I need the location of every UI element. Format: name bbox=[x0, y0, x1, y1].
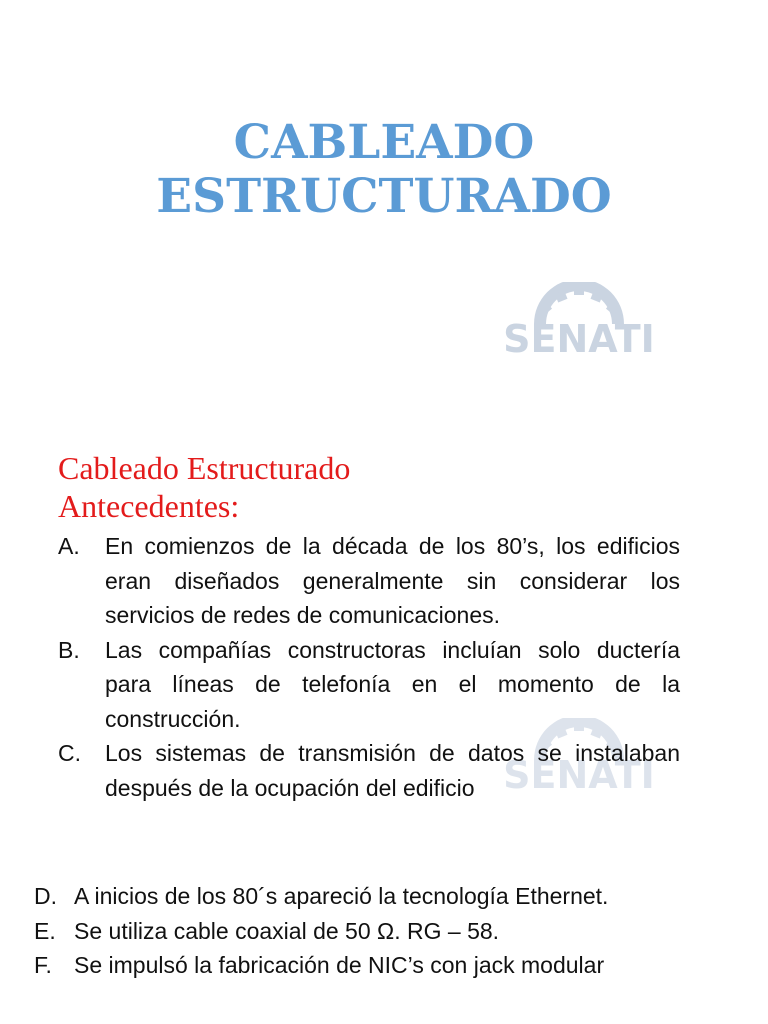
tech-list bbox=[34, 879, 694, 983]
title-line-1: CABLEADO bbox=[233, 115, 535, 170]
slide-title bbox=[0, 116, 768, 224]
list-item bbox=[34, 948, 694, 983]
antecedentes-list bbox=[58, 529, 680, 805]
item-label: B. bbox=[58, 636, 80, 663]
section-heading: Cableado Estructurado bbox=[58, 450, 351, 486]
item-label: C. bbox=[58, 740, 81, 766]
title-line-2: ESTRUCTURADO bbox=[156, 169, 612, 224]
item-label: F. bbox=[34, 952, 52, 978]
senati-logo bbox=[472, 282, 686, 354]
item-text: Se impulsó la fabricación de NIC’s con jack modular bbox=[74, 952, 605, 978]
item-text: En comienzos de la década de los 80’s, los edificios eran diseñados generalmente sin considerar los servicios de redes de comunicaciones. bbox=[105, 533, 680, 628]
item-text: A inicios de los 80´s apareció la tecnología Ethernet. bbox=[74, 883, 609, 909]
list-item bbox=[34, 879, 694, 914]
section-subheading: Antecedentes: bbox=[58, 488, 240, 524]
item-text: Los sistemas de transmisión de datos se instalaban después de la ocupación del edificio bbox=[105, 740, 680, 801]
list-item bbox=[58, 633, 680, 737]
logo-text: SENATI bbox=[503, 753, 655, 790]
list-item bbox=[58, 529, 680, 633]
item-text: Las compañías constructoras incluían solo ductería para líneas de telefonía en el momento de la construcción. bbox=[105, 636, 680, 732]
item-text: Se utiliza cable coaxial de 50 Ω. RG – 58. bbox=[74, 917, 500, 944]
item-label: D. bbox=[34, 883, 57, 909]
logo-text: SENATI bbox=[503, 317, 655, 354]
list-item bbox=[58, 736, 680, 805]
item-label: E. bbox=[34, 917, 56, 944]
list-item bbox=[34, 914, 694, 949]
item-label: A. bbox=[58, 533, 80, 559]
